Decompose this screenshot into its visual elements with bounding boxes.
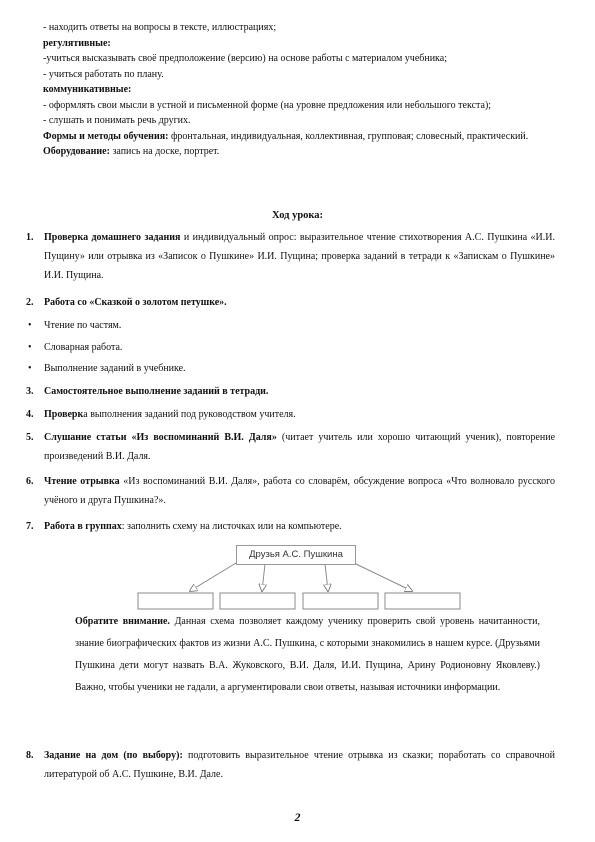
forms-heading: Формы и методы обучения: [43, 130, 169, 142]
regulative-heading: регулятивные: [43, 37, 111, 49]
item-number: 4. [26, 409, 34, 420]
item-heading: Проверка домашнего задания [44, 232, 181, 243]
lesson-title: Ход урока: [271, 210, 324, 221]
item-heading: Работа в группах [44, 521, 122, 532]
objective-line: - оформлять свои мысли в устной и письменной форме (на уровне предложения или небольшого текста); [43, 99, 492, 111]
item-text: (читает учитель или хорошо читающий ученик), повторение произведений В.И. Даля. [44, 432, 556, 462]
item-number: 8. [26, 750, 34, 761]
list-item [26, 228, 555, 285]
scheme-arrow [262, 564, 265, 591]
item-text: : заполнить схему на листочках или на компьютере. [121, 521, 342, 532]
equipment-heading: Оборудование: [43, 146, 110, 157]
item-heading: Работа со «Сказкой о золотом петушке». [44, 297, 227, 308]
scheme-arrow [354, 563, 412, 591]
item-heading: Задание на дом (по выбору): [44, 750, 183, 761]
equipment-text: запись на доске, портрет. [109, 146, 220, 157]
scheme-title: Друзья А.С. Пушкина [236, 545, 356, 565]
bullet-item [28, 338, 123, 357]
list-item [26, 293, 555, 312]
scheme-box [138, 593, 213, 609]
objective-line: -учиться высказывать своё предположение (версию) на основе работы с материалом учебника; [43, 53, 447, 64]
item-heading: Слушание статьи «Из воспоминаний В.И. Даля» [44, 432, 277, 443]
item-number: 1. [26, 232, 34, 243]
item-number: 7. [26, 521, 34, 532]
bullet-icon: • [28, 363, 32, 374]
bullet-item [28, 359, 186, 378]
bullet-icon: • [28, 342, 32, 353]
item-number: 6. [26, 476, 34, 487]
note-heading: Обратите внимание. [75, 616, 170, 627]
scheme-box [303, 593, 378, 609]
item-heading: Чтение отрывка [44, 476, 120, 487]
item-number: 3. [26, 386, 34, 397]
page-number: 2 [294, 810, 301, 824]
item-number: 2. [26, 297, 34, 308]
item-text: подготовить выразительное чтение отрывка из сказки; поработать со справочной литературой об А.С. Пушкине, В.И. Дале. [44, 750, 555, 780]
bullet-text: Выполнение заданий в учебнике. [44, 363, 186, 374]
list-item [26, 472, 555, 510]
objective-line: - находить ответы на вопросы в тексте, иллюстрациях; [43, 22, 277, 33]
bullet-text: Чтение по частям. [44, 320, 122, 331]
forms-text: фронтальная, индивидуальная, коллективная, групповая; словесный, практический. [168, 130, 529, 142]
bullet-item [28, 316, 122, 335]
item-number: 5. [26, 432, 34, 443]
list-item [26, 405, 555, 424]
item-heading: Самостоятельное выполнение заданий в тетради. [44, 386, 269, 397]
scheme-box [385, 593, 460, 609]
objective-line: - слушать и понимать речь других. [43, 115, 191, 126]
scheme-arrow [190, 563, 236, 591]
item-text: а выполнения заданий под руководством учителя. [83, 409, 296, 420]
bullet-icon: • [28, 320, 32, 331]
bullet-text: Словарная работа. [44, 342, 123, 353]
objectives-block [43, 20, 555, 160]
scheme-arrow [325, 564, 328, 591]
communicative-heading: коммуникативные: [43, 84, 132, 95]
item-text: «Из воспоминаний В.И. Даля», работа со словарём, обсуждение вопроса «Что волновало русского учёного и друга Пушкина?». [44, 476, 555, 506]
list-item [26, 517, 555, 536]
item-heading: Проверк [44, 409, 84, 420]
scheme-box [220, 593, 295, 609]
objective-line: - учиться работать по плану. [43, 68, 164, 80]
list-item [26, 746, 555, 784]
list-item [26, 428, 556, 466]
note-text: Данная схема позволяет каждому ученику проверить свой уровень начитанности, знание биографических фактов из жизни А.С. Пушкина, с которыми знакомились в нашем курсе. (Друзьями Пушкина дети могут назвать В.А. Жуковского, В.И. Даля, И.И. Пущина, Арину Родионовну Яковлеву.) Важно, чтобы ученики не гадали, а аргументировали свои ответы, называя источники информации. [75, 616, 541, 693]
list-item [26, 382, 555, 401]
teacher-note [75, 611, 540, 699]
item-text: и индивидуальный опрос: выразительное чтение стихотворения А.С. Пушкина «И.И. Пущину» или отрывка из «Записок о Пушкине» И.И. Пущина; проверка заданий в тетради к «Запискам о Пушкине» И.И. Пущина. [44, 232, 555, 281]
